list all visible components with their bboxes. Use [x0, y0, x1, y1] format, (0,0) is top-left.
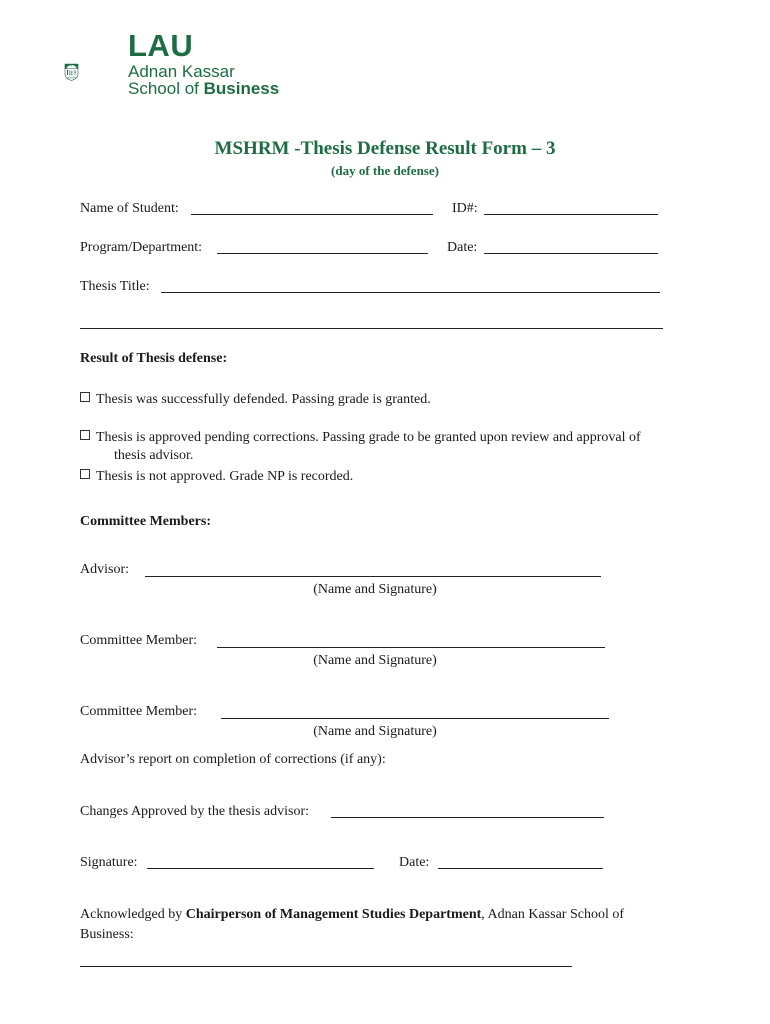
result-option-pending[interactable]: Thesis is approved pending corrections. Passing grade to be granted upon review and approval of — [80, 430, 641, 445]
student-name-label: Name of Student: — [80, 201, 179, 216]
checkbox-icon[interactable] — [80, 469, 90, 479]
program-field[interactable] — [217, 253, 428, 254]
acknowledgement-text-line2: Business: — [80, 927, 134, 942]
checkbox-icon[interactable] — [80, 392, 90, 402]
committee-member-2-field[interactable] — [221, 718, 609, 719]
lau-logo-emblem — [64, 34, 124, 110]
acknowledgement-text: Acknowledged by Chairperson of Management Studies Department, Adnan Kassar School of — [80, 907, 624, 922]
changes-approved-field[interactable] — [331, 817, 604, 818]
thesis-title-label: Thesis Title: — [80, 279, 150, 294]
committee-member-1-label: Committee Member: — [80, 633, 198, 648]
logo-school-line2: School of Business — [128, 79, 280, 98]
advisor-report-label: Advisor’s report on completion of corrections (if any): — [80, 752, 386, 767]
advisor-label: Advisor: — [80, 562, 129, 577]
logo-school-line1: Adnan Kassar — [128, 62, 235, 81]
date-field[interactable] — [484, 253, 658, 254]
form-title: MSHRM -Thesis Defense Result Form – 3 — [214, 138, 556, 159]
committee-heading: Committee Members: — [80, 514, 211, 529]
signature-date-field[interactable] — [438, 868, 603, 869]
id-label: ID#: — [452, 201, 478, 216]
thesis-title-field-line2[interactable] — [80, 328, 663, 329]
student-name-field[interactable] — [191, 214, 433, 215]
date-label: Date: — [447, 240, 478, 255]
logo-wordmark: LAU — [128, 28, 194, 63]
result-option-not-approved[interactable]: Thesis is not approved. Grade NP is recorded. — [80, 469, 353, 484]
id-field[interactable] — [484, 214, 658, 215]
member-2-name-signature-caption: (Name and Signature) — [313, 724, 437, 739]
advisor-signature-field[interactable] — [145, 576, 601, 577]
result-heading: Result of Thesis defense: — [80, 351, 228, 366]
program-label: Program/Department: — [80, 240, 203, 255]
result-option-passed[interactable]: Thesis was successfully defended. Passing grade is granted. — [80, 392, 431, 407]
checkbox-icon[interactable] — [80, 430, 90, 440]
thesis-title-field[interactable] — [161, 292, 660, 293]
form-subtitle: (day of the defense) — [331, 163, 439, 178]
signature-date-label: Date: — [399, 855, 430, 870]
committee-member-1-field[interactable] — [217, 647, 605, 648]
signature-field[interactable] — [147, 868, 374, 869]
member-1-name-signature-caption: (Name and Signature) — [313, 653, 437, 668]
committee-member-2-label: Committee Member: — [80, 704, 198, 719]
advisor-name-signature-caption: (Name and Signature) — [313, 582, 437, 597]
result-option-pending-cont: thesis advisor. — [114, 448, 194, 463]
changes-approved-label: Changes Approved by the thesis advisor: — [80, 804, 310, 819]
chairperson-signature-field[interactable] — [80, 966, 572, 967]
signature-label: Signature: — [80, 855, 138, 870]
